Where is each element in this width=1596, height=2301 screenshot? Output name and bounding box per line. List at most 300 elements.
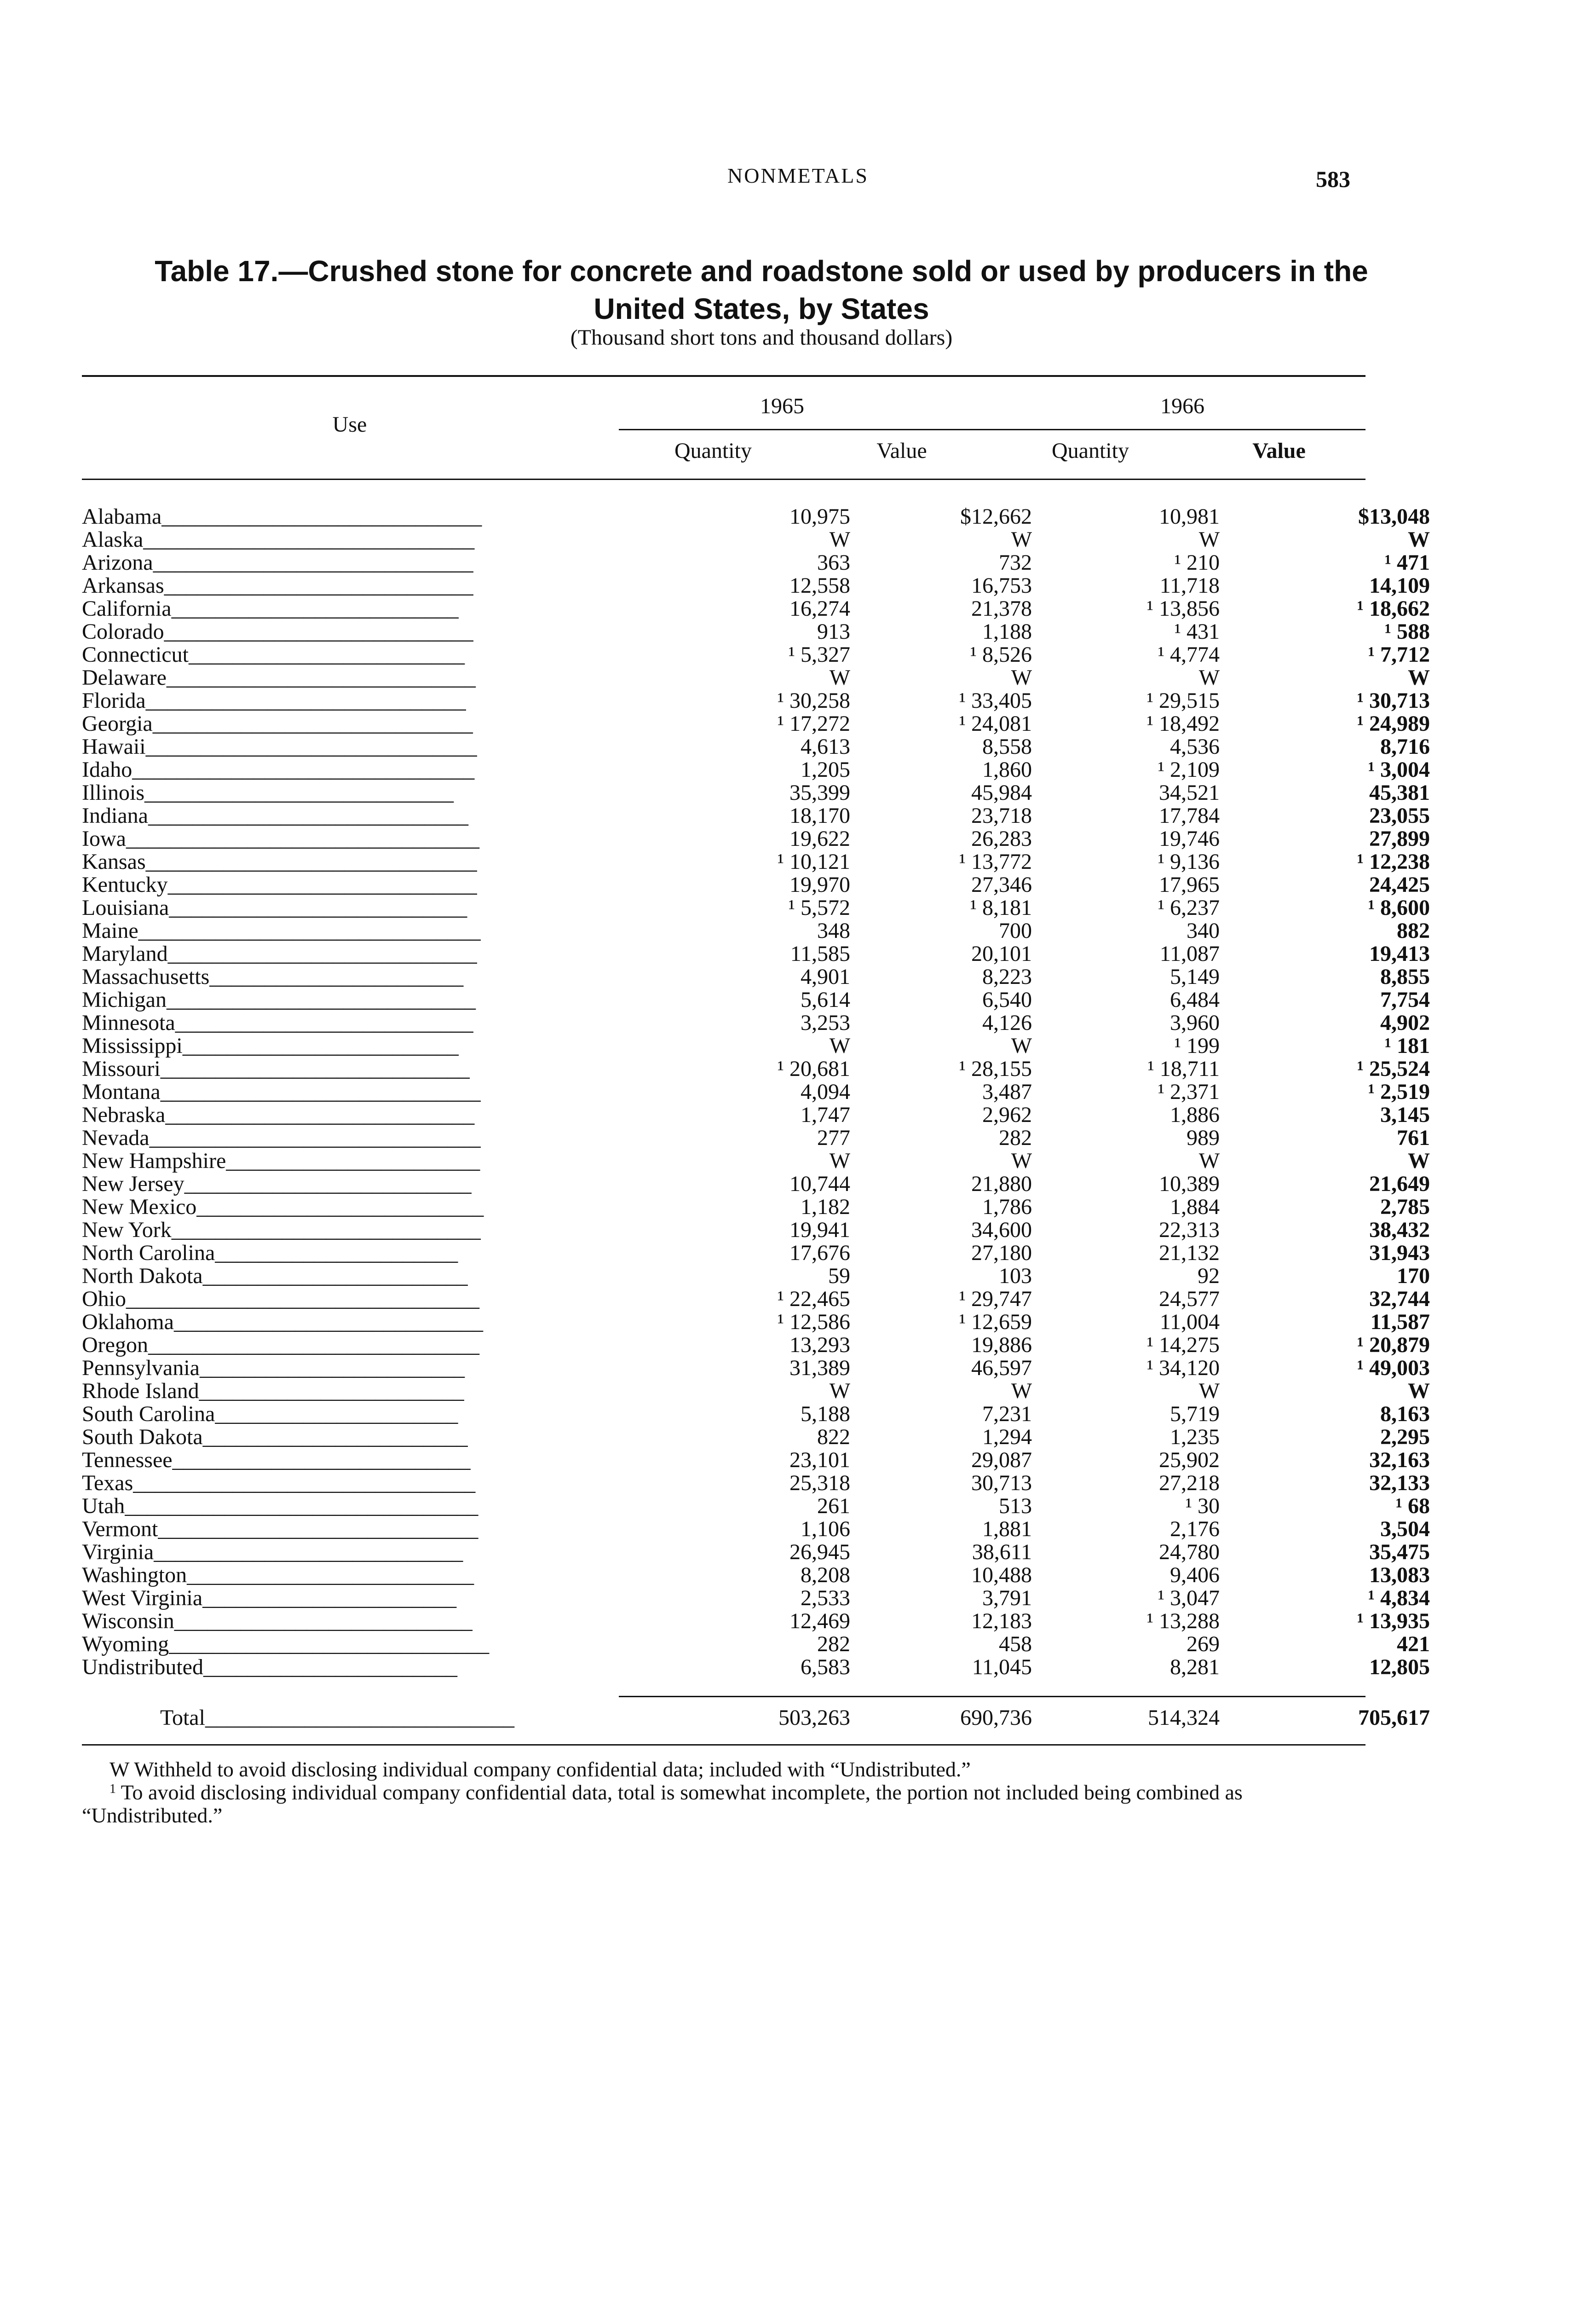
quantity-1965: W	[829, 665, 850, 690]
state-label: Minnesota	[82, 1011, 175, 1035]
state-name: Tennessee___________________________	[82, 1448, 471, 1472]
value-1966: ¹ 4,834	[1368, 1586, 1430, 1610]
value-1965: ¹ 13,772	[959, 850, 1032, 874]
value-1965: 16,753	[971, 573, 1032, 598]
quantity-1966: 19,746	[1159, 827, 1220, 851]
quantity-1965: 26,945	[789, 1540, 850, 1564]
quantity-1966: 989	[1187, 1126, 1220, 1150]
value-1966: W	[1408, 1379, 1430, 1403]
table-row	[82, 1011, 1430, 1035]
value-1966: ¹ 12,238	[1357, 850, 1430, 874]
state-name: Georgia_____________________________	[82, 711, 473, 736]
state-label: Ohio	[82, 1287, 126, 1311]
quantity-1966: ¹ 18,492	[1147, 711, 1220, 736]
state-name: Idaho_______________________________	[82, 757, 475, 782]
state-label: Georgia	[82, 711, 153, 736]
value-1965: W	[1011, 1149, 1032, 1173]
state-name: Washington__________________________	[82, 1563, 474, 1587]
quantity-1966: 340	[1187, 919, 1220, 943]
table-row	[82, 919, 1430, 943]
state-name: Oklahoma____________________________	[82, 1310, 483, 1334]
value-1965: $12,662	[960, 504, 1032, 529]
value-1965: 700	[999, 919, 1032, 943]
total-rule	[619, 1696, 1366, 1697]
quantity-1965: 17,676	[789, 1241, 850, 1265]
quantity-1965: 5,614	[801, 988, 850, 1012]
state-label: Tennessee	[82, 1448, 173, 1472]
value-1965: 11,045	[972, 1655, 1032, 1679]
state-label: Oklahoma	[82, 1310, 174, 1334]
quantity-1965: 23,101	[789, 1448, 850, 1472]
state-label: Illinois	[82, 780, 145, 805]
state-name: New Hampshire_______________________	[82, 1149, 480, 1173]
quantity-1965: 10,975	[789, 504, 850, 529]
quantity-1966: ¹ 34,120	[1147, 1356, 1220, 1380]
value-1965: 34,600	[971, 1218, 1032, 1242]
quantity-1965: 31,389	[789, 1356, 850, 1380]
value-1965: W	[1011, 1034, 1032, 1058]
quantity-1966: 17,965	[1159, 873, 1220, 897]
value-1966: 11,587	[1370, 1310, 1430, 1334]
table-row	[82, 527, 1430, 552]
state-name: Pennsylvania________________________	[82, 1356, 465, 1380]
quantity-1966: 9,406	[1170, 1563, 1220, 1587]
table-row	[82, 573, 1430, 598]
table-row	[82, 1333, 1430, 1357]
table-row	[82, 1494, 1430, 1518]
quantity-1966: 11,718	[1159, 573, 1220, 598]
value-1965: ¹ 8,181	[970, 896, 1032, 920]
quantity-1966: 11,087	[1159, 942, 1220, 966]
state-name: Mississippi_________________________	[82, 1034, 459, 1058]
value-1965: ¹ 24,081	[959, 711, 1032, 736]
total-quantity-1965: 503,263	[778, 1706, 850, 1730]
quantity-1965: 4,613	[801, 734, 850, 759]
state-name: Florida_____________________________	[82, 688, 466, 713]
value-1965: ¹ 8,526	[970, 642, 1032, 667]
value-1966: 24,425	[1369, 873, 1430, 897]
state-name: Delaware____________________________	[82, 665, 476, 690]
quantity-1965: 282	[817, 1632, 850, 1656]
table-row	[82, 619, 1430, 644]
state-name: Undistributed_______________________	[82, 1655, 457, 1679]
table-row	[82, 1172, 1430, 1196]
state-label: Rhode Island	[82, 1379, 199, 1403]
quantity-1966: 92	[1198, 1264, 1220, 1288]
quantity-1965: 4,094	[801, 1080, 850, 1104]
state-label: Arkansas	[82, 573, 164, 598]
quantity-1966: W	[1198, 1149, 1220, 1173]
value-1965: 3,791	[982, 1586, 1032, 1610]
table-row	[82, 1448, 1430, 1472]
value-1965: 1,294	[982, 1425, 1032, 1449]
value-1965: 8,558	[982, 734, 1032, 759]
quantity-1965: 1,106	[801, 1517, 850, 1541]
header-quantity-1965: Quantity	[674, 439, 752, 463]
quantity-1965: 19,970	[789, 873, 850, 897]
value-1965: 12,183	[971, 1609, 1032, 1633]
state-name: Illinois____________________________	[82, 780, 454, 805]
table-row	[82, 1540, 1430, 1564]
state-name: Montana_____________________________	[82, 1080, 481, 1104]
table-title-line-1: Table 17.—Crushed stone for concrete and roadstone sold or used by producers in the	[155, 254, 1368, 288]
quantity-1966: W	[1198, 527, 1220, 552]
state-label: Louisiana	[82, 896, 169, 920]
state-label: New Mexico	[82, 1195, 197, 1219]
state-name: Colorado____________________________	[82, 619, 473, 644]
quantity-1966: ¹ 2,109	[1158, 757, 1220, 782]
state-name: North Carolina______________________	[82, 1241, 458, 1265]
value-1965: 458	[999, 1632, 1032, 1656]
total-row	[82, 1705, 1430, 1731]
state-label: Connecticut	[82, 642, 189, 667]
table-row	[82, 596, 1430, 621]
quantity-1965: ¹ 5,327	[788, 642, 850, 667]
value-1966: 27,899	[1369, 827, 1430, 851]
state-label: Alaska	[82, 527, 144, 552]
state-label: Florida	[82, 688, 146, 713]
state-label: Wisconsin	[82, 1609, 174, 1633]
table-top-rule	[82, 375, 1366, 377]
state-name: Indiana_____________________________	[82, 804, 468, 828]
table-row	[82, 850, 1430, 874]
state-name: Vermont_____________________________	[82, 1517, 478, 1541]
total-value-1965: 690,736	[960, 1706, 1032, 1730]
value-1966: ¹ 471	[1384, 550, 1430, 575]
quantity-1966: 17,784	[1159, 804, 1220, 828]
state-label: New Jersey	[82, 1172, 184, 1196]
value-1965: 21,378	[971, 596, 1032, 621]
value-1966: 421	[1397, 1632, 1430, 1656]
quantity-1966: ¹ 431	[1174, 619, 1220, 644]
state-label: Kentucky	[82, 873, 168, 897]
value-1966: 32,744	[1369, 1287, 1430, 1311]
state-name: South Dakota________________________	[82, 1425, 468, 1449]
table-row	[82, 1471, 1430, 1495]
table-row	[82, 1103, 1430, 1127]
state-label: Michigan	[82, 988, 167, 1012]
value-1966: 2,295	[1380, 1425, 1430, 1449]
value-1966: 2,785	[1380, 1195, 1430, 1219]
state-label: California	[82, 596, 172, 621]
state-label: Arizona	[82, 550, 153, 575]
state-label: Nebraska	[82, 1103, 166, 1127]
quantity-1965: ¹ 10,121	[777, 850, 850, 874]
state-name: Wisconsin___________________________	[82, 1609, 472, 1633]
table-row	[82, 780, 1430, 805]
quantity-1965: 59	[828, 1264, 850, 1288]
state-name: Texas_______________________________	[82, 1471, 476, 1495]
state-label: Massachusetts	[82, 965, 210, 989]
state-name: Louisiana___________________________	[82, 896, 467, 920]
value-1966: 38,432	[1369, 1218, 1430, 1242]
header-value-1965: Value	[876, 439, 927, 463]
value-1965: 26,283	[971, 827, 1032, 851]
quantity-1966: 2,176	[1170, 1517, 1220, 1541]
value-1965: ¹ 28,155	[959, 1057, 1032, 1081]
table-row	[82, 1241, 1430, 1265]
value-1965: 513	[999, 1494, 1032, 1518]
quantity-1966: 24,780	[1159, 1540, 1220, 1564]
value-1965: 19,886	[971, 1333, 1032, 1357]
state-label: Mississippi	[82, 1034, 183, 1058]
quantity-1966: 1,235	[1170, 1425, 1220, 1449]
value-1966: ¹ 7,712	[1368, 642, 1430, 667]
value-1966: ¹ 3,004	[1368, 757, 1430, 782]
table-row	[82, 1609, 1430, 1633]
value-1965: 7,231	[982, 1402, 1032, 1426]
table-subtitle: (Thousand short tons and thousand dollars)	[570, 325, 953, 350]
value-1965: 10,488	[971, 1563, 1032, 1587]
value-1965: 103	[999, 1264, 1032, 1288]
state-name: New Mexico__________________________	[82, 1195, 484, 1219]
state-label: Colorado	[82, 619, 164, 644]
quantity-1966: 22,313	[1159, 1218, 1220, 1242]
state-label: Hawaii	[82, 734, 146, 759]
value-1965: ¹ 12,659	[959, 1310, 1032, 1334]
quantity-1966: ¹ 199	[1174, 1034, 1220, 1058]
table-row	[82, 1517, 1430, 1541]
value-1965: ¹ 33,405	[959, 688, 1032, 713]
state-label: Kansas	[82, 850, 146, 874]
value-1966: ¹ 588	[1384, 619, 1430, 644]
state-name: West Virginia_______________________	[82, 1586, 457, 1610]
quantity-1966: 25,902	[1159, 1448, 1220, 1472]
value-1966: 23,055	[1369, 804, 1430, 828]
quantity-1966: 11,004	[1159, 1310, 1220, 1334]
quantity-1965: ¹ 20,681	[777, 1057, 850, 1081]
state-name: Hawaii______________________________	[82, 734, 477, 759]
table-row	[82, 1632, 1430, 1656]
value-1966: 8,716	[1380, 734, 1430, 759]
quantity-1966: 5,719	[1170, 1402, 1220, 1426]
state-name: Minnesota___________________________	[82, 1011, 473, 1035]
state-label: Maryland	[82, 942, 168, 966]
table-row	[82, 988, 1430, 1012]
state-label: Alabama	[82, 504, 162, 529]
quantity-1966: 21,132	[1159, 1241, 1220, 1265]
header-year-rule	[619, 429, 1366, 430]
quantity-1966: W	[1198, 1379, 1220, 1403]
quantity-1966: 3,960	[1170, 1011, 1220, 1035]
quantity-1965: ¹ 5,572	[788, 896, 850, 920]
state-label: Vermont	[82, 1517, 158, 1541]
quantity-1965: 363	[817, 550, 850, 575]
header-bottom-rule	[82, 479, 1366, 480]
table-row	[82, 827, 1430, 851]
value-1966: 31,943	[1369, 1241, 1430, 1265]
table-row	[82, 873, 1430, 897]
quantity-1966: 27,218	[1159, 1471, 1220, 1495]
table-row	[82, 1057, 1430, 1081]
state-name: Kansas______________________________	[82, 850, 477, 874]
header-use: Use	[332, 412, 367, 437]
table-row	[82, 1655, 1430, 1679]
state-name: Michigan____________________________	[82, 988, 476, 1012]
quantity-1966: 1,884	[1170, 1195, 1220, 1219]
value-1966: 761	[1397, 1126, 1430, 1150]
total-value-1966: 705,617	[1358, 1706, 1430, 1730]
table-row	[82, 504, 1430, 529]
state-label: Wyoming	[82, 1632, 169, 1656]
quantity-1965: ¹ 12,586	[777, 1310, 850, 1334]
table-row	[82, 896, 1430, 920]
value-1965: 1,881	[982, 1517, 1032, 1541]
quantity-1965: 1,182	[801, 1195, 850, 1219]
state-label: North Dakota	[82, 1264, 203, 1288]
value-1966: 32,133	[1369, 1471, 1430, 1495]
value-1965: W	[1011, 665, 1032, 690]
table-row	[82, 1126, 1430, 1150]
table-title	[152, 252, 1371, 328]
value-1965: 30,713	[971, 1471, 1032, 1495]
value-1965: 8,223	[982, 965, 1032, 989]
quantity-1966: ¹ 13,288	[1147, 1609, 1220, 1633]
state-name: Nebraska____________________________	[82, 1103, 475, 1127]
value-1965: 1,188	[982, 619, 1032, 644]
value-1966: 3,504	[1380, 1517, 1430, 1541]
quantity-1966: 5,149	[1170, 965, 1220, 989]
quantity-1965: 25,318	[789, 1471, 850, 1495]
value-1966: ¹ 20,879	[1357, 1333, 1430, 1357]
state-name: Maryland____________________________	[82, 942, 477, 966]
quantity-1965: W	[829, 1149, 850, 1173]
state-name: Wyoming_____________________________	[82, 1632, 490, 1656]
quantity-1966: ¹ 210	[1174, 550, 1220, 575]
value-1966: 8,855	[1380, 965, 1430, 989]
state-name: Iowa________________________________	[82, 827, 479, 851]
table-row	[82, 711, 1430, 736]
state-name: Nevada______________________________	[82, 1126, 481, 1150]
value-1966: 14,109	[1369, 573, 1430, 598]
state-label: Washington	[82, 1563, 187, 1587]
table-row	[82, 1356, 1430, 1380]
value-1966: 35,475	[1369, 1540, 1430, 1564]
value-1966: 7,754	[1380, 988, 1430, 1012]
table-row	[82, 1310, 1430, 1334]
state-label: Delaware	[82, 665, 167, 690]
state-label: Texas	[82, 1471, 133, 1495]
value-1965: W	[1011, 527, 1032, 552]
state-name: South Carolina______________________	[82, 1402, 458, 1426]
quantity-1965: 5,188	[801, 1402, 850, 1426]
value-1965: 29,087	[971, 1448, 1032, 1472]
value-1965: 2,962	[982, 1103, 1032, 1127]
value-1965: 1,860	[982, 757, 1032, 782]
table-row	[82, 804, 1430, 828]
quantity-1966: 10,981	[1159, 504, 1220, 529]
quantity-1966: 24,577	[1159, 1287, 1220, 1311]
state-label: Virginia	[82, 1540, 154, 1564]
state-name: Utah________________________________	[82, 1494, 478, 1518]
state-name: Arizona_____________________________	[82, 550, 473, 575]
quantity-1966: ¹ 2,371	[1158, 1080, 1220, 1104]
state-label: South Dakota	[82, 1425, 203, 1449]
value-1966: 19,413	[1369, 942, 1430, 966]
quantity-1965: 4,901	[801, 965, 850, 989]
quantity-1966: 4,536	[1170, 734, 1220, 759]
value-1966: 4,902	[1380, 1011, 1430, 1035]
table-row	[82, 1563, 1430, 1587]
footnotes	[82, 1758, 1366, 1827]
value-1966: 32,163	[1369, 1448, 1430, 1472]
table-row	[82, 757, 1430, 782]
quantity-1966: 269	[1187, 1632, 1220, 1656]
value-1965: 45,984	[971, 780, 1032, 805]
table-row	[82, 1195, 1430, 1219]
value-1965: 21,880	[971, 1172, 1032, 1196]
value-1965: ¹ 29,747	[959, 1287, 1032, 1311]
value-1966: ¹ 2,519	[1368, 1080, 1430, 1104]
table-row	[82, 1080, 1430, 1104]
quantity-1965: ¹ 17,272	[777, 711, 850, 736]
quantity-1966: ¹ 6,237	[1158, 896, 1220, 920]
quantity-1965: ¹ 22,465	[777, 1287, 850, 1311]
state-name: New Jersey__________________________	[82, 1172, 472, 1196]
value-1965: 23,718	[971, 804, 1032, 828]
state-name: California__________________________	[82, 596, 459, 621]
table-row	[82, 1586, 1430, 1610]
quantity-1965: 35,399	[789, 780, 850, 805]
table-row	[82, 1379, 1430, 1403]
table-title-line-2: United States, by States	[593, 292, 929, 325]
quantity-1966: ¹ 14,275	[1147, 1333, 1220, 1357]
quantity-1965: 1,747	[801, 1103, 850, 1127]
quantity-1965: 277	[817, 1126, 850, 1150]
state-name: Ohio________________________________	[82, 1287, 479, 1311]
quantity-1965: 1,205	[801, 757, 850, 782]
header-year-1966: 1966	[1160, 394, 1204, 418]
state-label: Maine	[82, 919, 138, 943]
value-1965: 4,126	[982, 1011, 1032, 1035]
quantity-1965: 11,585	[790, 942, 850, 966]
quantity-1965: 13,293	[789, 1333, 850, 1357]
state-name: Rhode Island________________________	[82, 1379, 464, 1403]
value-1966: 13,083	[1369, 1563, 1430, 1587]
value-1966: W	[1408, 665, 1430, 690]
footnote-1-mark: 1	[109, 1782, 116, 1796]
value-1965: 282	[999, 1126, 1032, 1150]
value-1966: 3,145	[1380, 1103, 1430, 1127]
value-1966: W	[1408, 1149, 1430, 1173]
table-row	[82, 1149, 1430, 1173]
table-row	[82, 1402, 1430, 1426]
value-1965: 38,611	[972, 1540, 1032, 1564]
table-row	[82, 1218, 1430, 1242]
state-label: Indiana	[82, 804, 148, 828]
value-1966: ¹ 30,713	[1357, 688, 1430, 713]
state-name: Kentucky____________________________	[82, 873, 477, 897]
quantity-1965: 822	[817, 1425, 850, 1449]
table-row	[82, 734, 1430, 759]
value-1966: ¹ 8,600	[1368, 896, 1430, 920]
state-label: Iowa	[82, 827, 126, 851]
quantity-1965: 12,469	[789, 1609, 850, 1633]
quantity-1965: 261	[817, 1494, 850, 1518]
value-1966: ¹ 24,989	[1357, 711, 1430, 736]
quantity-1966: ¹ 13,856	[1147, 596, 1220, 621]
quantity-1965: 16,274	[789, 596, 850, 621]
state-label: North Carolina	[82, 1241, 215, 1265]
state-name: Alabama_____________________________	[82, 504, 482, 529]
quantity-1966: ¹ 30	[1185, 1494, 1220, 1518]
value-1966: 170	[1397, 1264, 1430, 1288]
table-body	[82, 504, 1430, 1679]
quantity-1965: 18,170	[789, 804, 850, 828]
quantity-1965: 2,533	[801, 1586, 850, 1610]
state-name: New York____________________________	[82, 1218, 481, 1242]
state-label: South Carolina	[82, 1402, 215, 1426]
